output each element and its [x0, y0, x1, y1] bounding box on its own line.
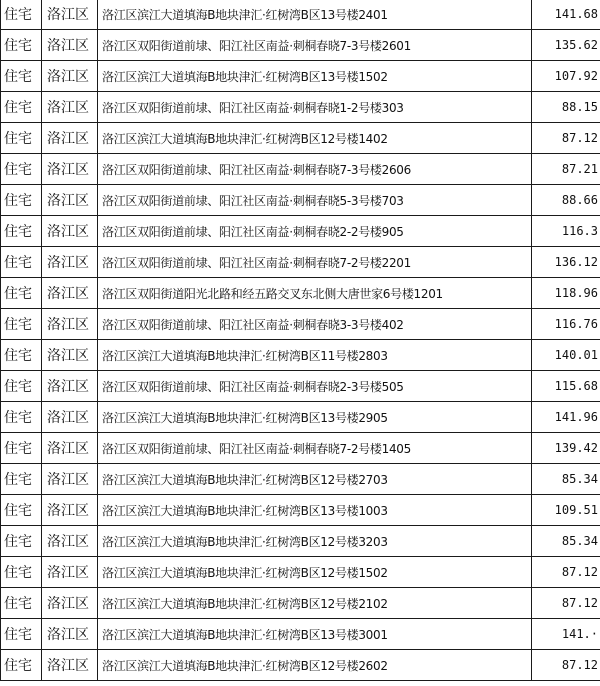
table-row — [1, 123, 600, 154]
address-cell: 洛江区滨江大道填海B地块津汇·红树湾B区12号楼3203 — [98, 526, 532, 557]
address-cell: 洛江区双阳街道前埭、阳江社区南益·刺桐春晓3-3号楼402 — [98, 309, 532, 340]
district-cell: 洛江区 — [42, 402, 98, 433]
area-cell: 109.51 — [532, 495, 600, 526]
table-row — [1, 185, 600, 216]
property-type-cell: 住宅 — [1, 30, 42, 61]
area-cell: 85.34 — [532, 464, 600, 495]
address-cell: 洛江区滨江大道填海B地块津汇·红树湾B区12号楼1502 — [98, 557, 532, 588]
district-cell: 洛江区 — [42, 61, 98, 92]
district-cell: 洛江区 — [42, 340, 98, 371]
address-cell: 洛江区双阳街道前埭、阳江社区南益·刺桐春晓2-3号楼505 — [98, 371, 532, 402]
address-cell: 洛江区滨江大道填海B地块津汇·红树湾B区12号楼2703 — [98, 464, 532, 495]
area-cell: 140.01 — [532, 340, 600, 371]
property-type-cell: 住宅 — [1, 154, 42, 185]
district-cell: 洛江区 — [42, 495, 98, 526]
area-cell: 116.3 — [532, 216, 600, 247]
address-cell: 洛江区滨江大道填海B地块津汇·红树湾B区13号楼1003 — [98, 495, 532, 526]
area-cell: 87.21 — [532, 154, 600, 185]
district-cell: 洛江区 — [42, 278, 98, 309]
area-cell: 88.15 — [532, 92, 600, 123]
table-body — [1, 0, 600, 681]
area-cell: 141.68 — [532, 0, 600, 30]
area-cell: 87.12 — [532, 123, 600, 154]
table-row — [1, 61, 600, 92]
address-cell: 洛江区双阳街道前埭、阳江社区南益·刺桐春晓7-2号楼2201 — [98, 247, 532, 278]
table-row — [1, 92, 600, 123]
table-row — [1, 402, 600, 433]
district-cell: 洛江区 — [42, 154, 98, 185]
area-cell: 136.12 — [532, 247, 600, 278]
address-cell: 洛江区滨江大道填海B地块津汇·红树湾B区12号楼2602 — [98, 650, 532, 681]
area-cell: 135.62 — [532, 30, 600, 61]
table-row — [1, 464, 600, 495]
table-row — [1, 309, 600, 340]
district-cell: 洛江区 — [42, 433, 98, 464]
area-cell: 141.· — [532, 619, 600, 650]
district-cell: 洛江区 — [42, 588, 98, 619]
table-row — [1, 216, 600, 247]
district-cell: 洛江区 — [42, 557, 98, 588]
area-cell: 141.96 — [532, 402, 600, 433]
property-type-cell: 住宅 — [1, 433, 42, 464]
property-type-cell: 住宅 — [1, 123, 42, 154]
table-row — [1, 154, 600, 185]
area-cell: 139.42 — [532, 433, 600, 464]
district-cell: 洛江区 — [42, 92, 98, 123]
property-type-cell: 住宅 — [1, 526, 42, 557]
property-type-cell: 住宅 — [1, 247, 42, 278]
district-cell: 洛江区 — [42, 216, 98, 247]
area-cell: 115.68 — [532, 371, 600, 402]
address-cell: 洛江区双阳街道前埭、阳江社区南益·刺桐春晓7-2号楼1405 — [98, 433, 532, 464]
table-row — [1, 433, 600, 464]
property-type-cell: 住宅 — [1, 588, 42, 619]
area-cell: 88.66 — [532, 185, 600, 216]
property-type-cell: 住宅 — [1, 278, 42, 309]
table-row — [1, 247, 600, 278]
table-row — [1, 619, 600, 650]
property-type-cell: 住宅 — [1, 557, 42, 588]
area-cell: 87.12 — [532, 588, 600, 619]
district-cell: 洛江区 — [42, 619, 98, 650]
property-type-cell: 住宅 — [1, 216, 42, 247]
property-type-cell: 住宅 — [1, 92, 42, 123]
address-cell: 洛江区双阳街道前埭、阳江社区南益·刺桐春晓5-3号楼703 — [98, 185, 532, 216]
address-cell: 洛江区双阳街道阳光北路和经五路交叉东北侧大唐世家6号楼1201 — [98, 278, 532, 309]
district-cell: 洛江区 — [42, 464, 98, 495]
table-row — [1, 650, 600, 681]
address-cell: 洛江区滨江大道填海B地块津汇·红树湾B区13号楼2401 — [98, 0, 532, 30]
property-type-cell: 住宅 — [1, 185, 42, 216]
district-cell: 洛江区 — [42, 185, 98, 216]
property-type-cell: 住宅 — [1, 402, 42, 433]
property-type-cell: 住宅 — [1, 619, 42, 650]
table-row — [1, 371, 600, 402]
address-cell: 洛江区双阳街道前埭、阳江社区南益·刺桐春晓1-2号楼303 — [98, 92, 532, 123]
address-cell: 洛江区滨江大道填海B地块津汇·红树湾B区13号楼1502 — [98, 61, 532, 92]
district-cell: 洛江区 — [42, 247, 98, 278]
address-cell: 洛江区滨江大道填海B地块津汇·红树湾B区11号楼2803 — [98, 340, 532, 371]
district-cell: 洛江区 — [42, 30, 98, 61]
table-row — [1, 0, 600, 30]
district-cell: 洛江区 — [42, 526, 98, 557]
address-cell: 洛江区滨江大道填海B地块津汇·红树湾B区12号楼2102 — [98, 588, 532, 619]
property-type-cell: 住宅 — [1, 309, 42, 340]
property-type-cell: 住宅 — [1, 650, 42, 681]
area-cell: 118.96 — [532, 278, 600, 309]
address-cell: 洛江区双阳街道前埭、阳江社区南益·刺桐春晓7-3号楼2606 — [98, 154, 532, 185]
area-cell: 107.92 — [532, 61, 600, 92]
table-row — [1, 526, 600, 557]
district-cell: 洛江区 — [42, 0, 98, 30]
district-cell: 洛江区 — [42, 371, 98, 402]
table-row — [1, 340, 600, 371]
area-cell: 87.12 — [532, 650, 600, 681]
district-cell: 洛江区 — [42, 123, 98, 154]
property-type-cell: 住宅 — [1, 371, 42, 402]
property-type-cell: 住宅 — [1, 495, 42, 526]
property-type-cell: 住宅 — [1, 0, 42, 30]
address-cell: 洛江区双阳街道前埭、阳江社区南益·刺桐春晓2-2号楼905 — [98, 216, 532, 247]
address-cell: 洛江区滨江大道填海B地块津汇·红树湾B区13号楼2905 — [98, 402, 532, 433]
area-cell: 85.34 — [532, 526, 600, 557]
table-row — [1, 495, 600, 526]
table-row — [1, 588, 600, 619]
district-cell: 洛江区 — [42, 650, 98, 681]
area-cell: 87.12 — [532, 557, 600, 588]
table-row — [1, 278, 600, 309]
property-type-cell: 住宅 — [1, 340, 42, 371]
address-cell: 洛江区双阳街道前埭、阳江社区南益·刺桐春晓7-3号楼2601 — [98, 30, 532, 61]
property-type-cell: 住宅 — [1, 61, 42, 92]
address-cell: 洛江区滨江大道填海B地块津汇·红树湾B区13号楼3001 — [98, 619, 532, 650]
property-type-cell: 住宅 — [1, 464, 42, 495]
table-row — [1, 557, 600, 588]
district-cell: 洛江区 — [42, 309, 98, 340]
address-cell: 洛江区滨江大道填海B地块津汇·红树湾B区12号楼1402 — [98, 123, 532, 154]
table-row — [1, 30, 600, 61]
area-cell: 116.76 — [532, 309, 600, 340]
